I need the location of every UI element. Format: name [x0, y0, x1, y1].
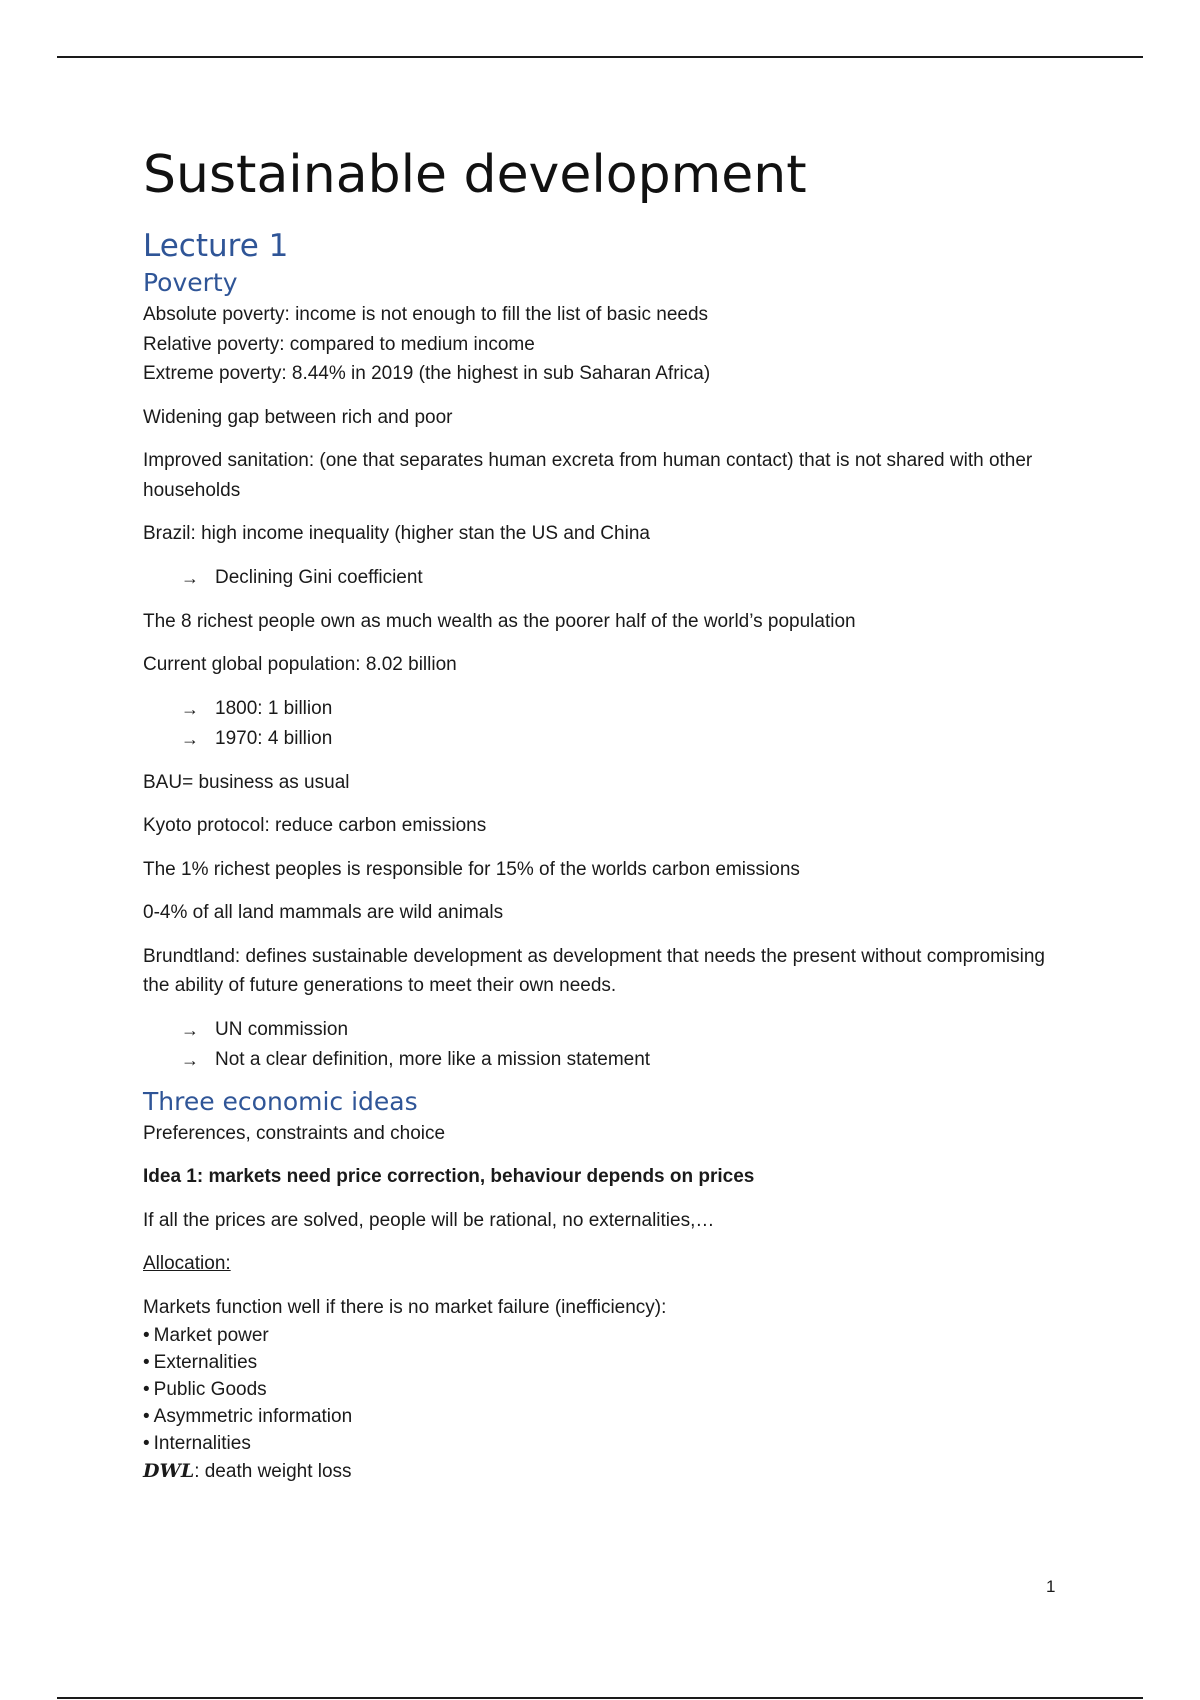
footer-rule: [57, 1697, 1143, 1699]
list-item: [181, 563, 1073, 593]
list-item: [181, 694, 1073, 724]
list-item: [143, 1376, 1073, 1403]
paragraph-sanitation: Improved sanitation: (one that separates human excreta from human contact) that is not shared with other households: [143, 450, 1033, 501]
paragraph-idea-1: Idea 1: markets need price correction, behaviour depends on prices: [143, 1166, 755, 1187]
paragraph-preferences: Preferences, constraints and choice: [143, 1122, 446, 1144]
header-rule: [57, 56, 1143, 58]
dwl-term: DWL: [143, 1460, 195, 1482]
paragraph-richest: The 8 richest people own as much wealth as the poorer half of the world’s population: [143, 610, 856, 632]
bullet-list-market-failures: [143, 1322, 1073, 1457]
list-item: [181, 1045, 1073, 1075]
list-item: [143, 1349, 1073, 1376]
list-item-text: Asymmetric information: [153, 1406, 353, 1427]
paragraph-brundtland: Brundtland: defines sustainable development as development that needs the present without compromising the ability of future generations to meet their own needs.: [143, 945, 1045, 996]
paragraph-markets: Markets function well if there is no market failure (inefficiency):: [143, 1296, 667, 1318]
paragraph-absolute-poverty: Absolute poverty: income is not enough to fill the list of basic needs: [143, 304, 709, 325]
section-heading-poverty: Poverty: [143, 268, 238, 297]
bullet-icon: •: [143, 1325, 150, 1346]
list-item-text: Not a clear definition, more like a mission statement: [215, 1048, 651, 1070]
list-item-text: Declining Gini coefficient: [215, 566, 423, 588]
paragraph-brazil: Brazil: high income inequality (higher stan the US and China: [143, 523, 650, 544]
arrow-right-icon: →: [181, 728, 199, 749]
paragraph-relative-poverty: Relative poverty: compared to medium income: [143, 333, 535, 355]
arrow-right-icon: →: [181, 698, 199, 719]
arrow-list-brazil: [143, 563, 1073, 593]
paragraph-prices: If all the prices are solved, people will be rational, no externalities,…: [143, 1209, 715, 1231]
list-item-text: Public Goods: [153, 1379, 267, 1400]
arrow-list-population: [143, 694, 1073, 754]
list-item: [181, 1015, 1073, 1045]
bullet-icon: •: [143, 1379, 150, 1400]
paragraph-one-percent: The 1% richest peoples is responsible for 15% of the worlds carbon emissions: [143, 858, 800, 880]
dwl-definition: : death weight loss: [194, 1461, 352, 1482]
list-item: [181, 724, 1073, 754]
paragraph-mammals: 0-4% of all land mammals are wild animals: [143, 902, 504, 923]
list-item-text: UN commission: [215, 1018, 349, 1040]
list-item-text: Market power: [153, 1325, 269, 1346]
bullet-icon: •: [143, 1433, 150, 1454]
list-item: [143, 1322, 1073, 1349]
list-item: [143, 1430, 1073, 1457]
list-item-text: 1800: 1 billion: [215, 697, 333, 719]
arrow-right-icon: →: [181, 567, 199, 588]
paragraph-dwl: [143, 1457, 1073, 1487]
paragraph-bau: BAU= business as usual: [143, 771, 350, 793]
paragraph-allocation: Allocation:: [143, 1253, 231, 1274]
list-item-text: Internalities: [153, 1433, 251, 1454]
lecture-heading: Lecture 1: [143, 228, 289, 264]
arrow-list-brundtland: [143, 1015, 1073, 1075]
paragraph-widening-gap: Widening gap between rich and poor: [143, 406, 453, 428]
bullet-icon: •: [143, 1406, 150, 1427]
list-item-text: Externalities: [153, 1352, 258, 1373]
list-item-text: 1970: 4 billion: [215, 727, 333, 749]
paragraph-extreme-poverty: Extreme poverty: 8.44% in 2019 (the highest in sub Saharan Africa): [143, 363, 711, 384]
arrow-right-icon: →: [181, 1049, 199, 1070]
document-page: [143, 138, 1073, 1487]
page-number: 1: [1046, 1577, 1056, 1596]
section-heading-economic-ideas: Three economic ideas: [143, 1086, 418, 1116]
paragraph-population: Current global population: 8.02 billion: [143, 654, 457, 675]
bullet-icon: •: [143, 1352, 150, 1373]
list-item: [143, 1403, 1073, 1430]
arrow-right-icon: →: [181, 1019, 199, 1040]
document-title: Sustainable development: [143, 145, 807, 205]
paragraph-kyoto: Kyoto protocol: reduce carbon emissions: [143, 815, 487, 836]
